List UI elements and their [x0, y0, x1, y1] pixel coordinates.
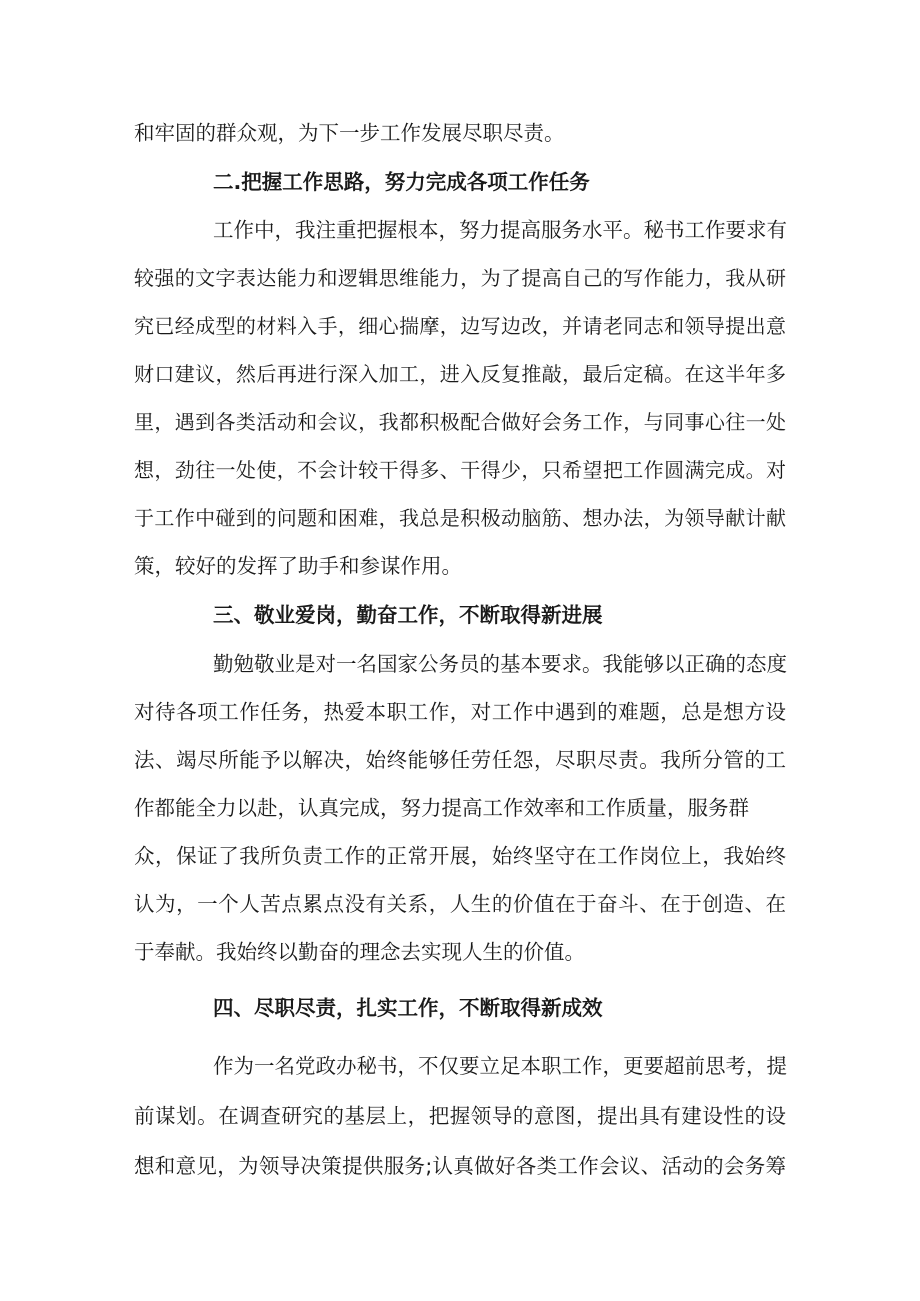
section-3-heading: 三、敬业爱岗，勤奋工作，不断取得新进展 — [213, 603, 603, 627]
section-2-line-8: 策，较好的发挥了助手和参谋作用。 — [134, 554, 462, 578]
section-3-line-3: 法、竭尽所能予以解决，始终能够任劳任怨，尽职尽责。我所分管的工 — [134, 748, 786, 772]
section-3-line-7: 于奉献。我始终以勤奋的理念去实现人生的价值。 — [134, 940, 585, 964]
section-3-line-6: 认为，一个人苦点累点没有关系，人生的价值在于奋斗、在于创造、在 — [134, 892, 786, 916]
section-2-line-1: 工作中，我注重把握根本，努力提高服务水平。秘书工作要求有 — [213, 218, 787, 242]
section-2-line-6: 想，劲往一处使，不会计较干得多、干得少，只希望把工作圆满完成。对 — [134, 458, 786, 482]
section-2-line-5: 里，遇到各类活动和会议，我都积极配合做好会务工作，与同事心往一处 — [134, 410, 786, 434]
section-2-heading: 二.把握工作思路，努力完成各项工作任务 — [213, 170, 590, 194]
section-4-line-3: 想和意见，为领导决策提供服务;认真做好各类工作会议、活动的会务筹 — [134, 1154, 786, 1178]
intro-closing-line: 和牢固的群众观，为下一步工作发展尽职尽责。 — [134, 121, 565, 145]
section-4-heading: 四、尽职尽责，扎实工作，不断取得新成效 — [213, 996, 603, 1020]
section-4-line-2: 前谋划。在调查研究的基层上，把握领导的意图，提出具有建设性的设 — [134, 1104, 786, 1128]
section-2-line-3: 究已经成型的材料入手，细心揣摩，边写边改，并请老同志和领导提出意 — [134, 314, 786, 338]
section-3-line-4: 作都能全力以赴，认真完成，努力提高工作效率和工作质量，服务群 — [134, 796, 749, 820]
section-2-line-2: 较强的文字表达能力和逻辑思维能力，为了提高自己的写作能力，我从研 — [134, 266, 786, 290]
section-4-line-1: 作为一名党政办秘书，不仅要立足本职工作，更要超前思考，提 — [213, 1054, 787, 1078]
section-2-line-7: 于工作中碰到的问题和困难，我总是积极动脑筋、想办法，为领导献计献 — [134, 506, 786, 530]
section-2-line-4: 财口建议，然后再进行深入加工，进入反复推敲，最后定稿。在这半年多 — [134, 362, 786, 386]
section-3-line-2: 对待各项工作任务，热爱本职工作，对工作中遇到的难题，总是想方设 — [134, 700, 786, 724]
section-3-line-5: 众，保证了我所负责工作的正常开展，始终坚守在工作岗位上，我始终 — [134, 844, 786, 868]
section-3-line-1: 勤勉敬业是对一名国家公务员的基本要求。我能够以正确的态度 — [213, 652, 787, 676]
